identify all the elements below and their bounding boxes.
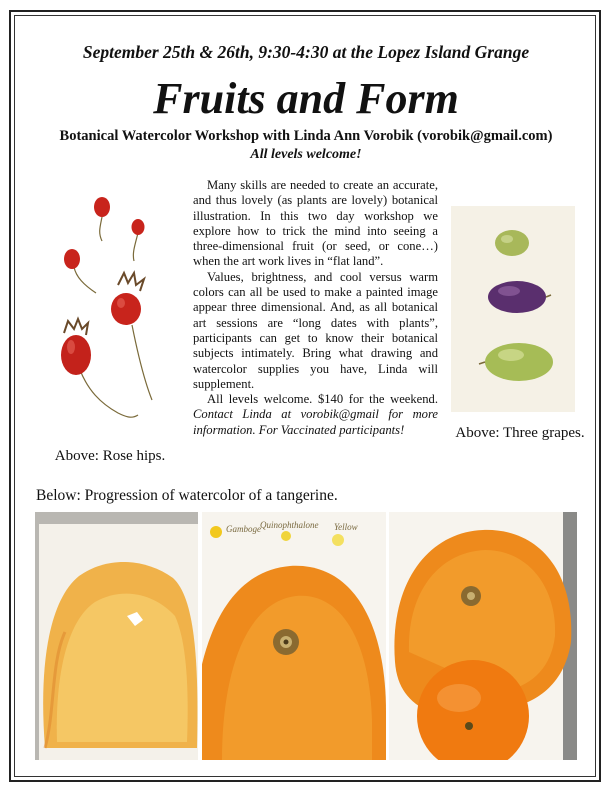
event-dateline: September 25th & 26th, 9:30-4:30 at the Lopez Island Grange: [82, 42, 530, 62]
paint-note-gamboge: Gamboge: [226, 524, 261, 534]
paint-note-yellow: Yellow: [334, 522, 358, 532]
paragraph-2: Values, brightness, and cool versus warm colors can all be used to make a painted image appear three dimensional. And, as all botanical art sessions are “long dates with plants”, participants can get to know their botanical subjects intimately. Bring what drawing and watercolor supplies you have, Linda will supplement.: [193, 269, 438, 391]
rose-hips-caption: Above: Rose hips.: [54, 448, 166, 464]
page-title: Fruits and Form: [153, 74, 459, 123]
rose-hip-4: [111, 293, 141, 325]
rose-hip-5-sepals: [64, 319, 88, 335]
price-text: All levels welcome. $140 for the weekend.: [207, 392, 438, 407]
rose-hip-4-sepals: [118, 273, 144, 291]
contact-text: Contact Linda at vorobik@gmail for more information. For Vaccinated participants!: [193, 407, 438, 437]
levels-tagline: All levels welcome!: [250, 147, 362, 162]
tangerine-photo-stage-1: [35, 512, 198, 760]
workshop-subtitle: Botanical Watercolor Workshop with Linda Ann Vorobik (vorobik@gmail.com): [59, 128, 553, 144]
paragraph-3: [193, 392, 438, 438]
green-grape-top: [495, 230, 529, 256]
rose-hip-3: [64, 249, 80, 269]
paint-note-quinophthalone: Quinophthalone: [260, 520, 319, 530]
grapes-illustration: [451, 206, 575, 412]
rose-hip-1: [94, 197, 110, 217]
workshop-description: [193, 178, 438, 438]
purple-grape: [488, 281, 546, 313]
green-grape-bottom: [485, 343, 553, 381]
rose-hips-illustration: [40, 185, 190, 435]
rose-hip-2: [132, 219, 145, 235]
paragraph-1: Many skills are needed to create an accurate, and thus lovely (as plants are lovely) botanical illustration. In this two day workshop we explore how to trick the mind into seeing a three-dimensional fruit (or seed, or cone…) when the art work lives in “flat land”.: [193, 178, 438, 269]
tangerine-photo-stage-2: [202, 512, 386, 760]
tangerine-photo-stage-3: [389, 512, 577, 760]
grapes-caption: Above: Three grapes.: [455, 425, 585, 441]
tangerine-caption: Below: Progression of watercolor of a tangerine.: [36, 487, 338, 504]
rose-hip-5: [61, 335, 91, 375]
